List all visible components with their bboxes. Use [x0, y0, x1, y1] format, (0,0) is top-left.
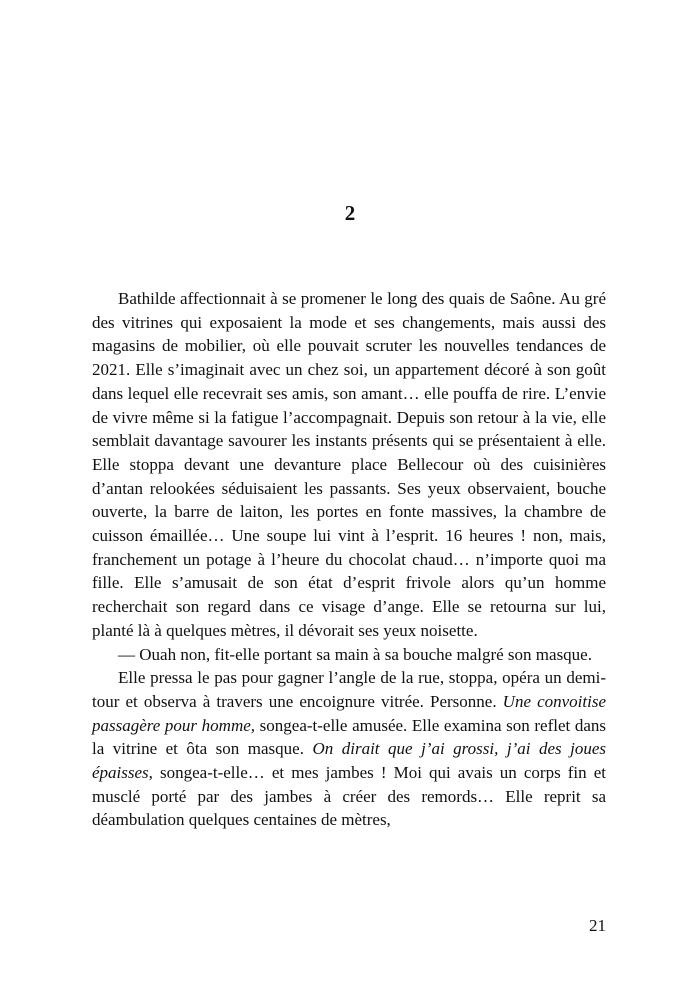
- paragraph-3-text: songea-t-elle amusée. Elle examina son reflet dans la vitrine et ôta son masque.: [92, 715, 607, 759]
- paragraph-3: [92, 666, 606, 832]
- paragraph-3-text: , songea-t-elle… et mes jambes ! Moi qui avais un corps fin et musclé porté par des jambes à créer des remords… Elle reprit sa déambulation quelques centaines de mètres,: [92, 763, 606, 830]
- paragraph-2-text: — Ouah non, fit-elle portant sa main à sa bouche malgré son masque.: [118, 644, 592, 664]
- italic-thought: Une convoitise passagère pour homme,: [92, 691, 606, 735]
- italic-thought: On dirait que j’ai grossi, j’ai des joues épaisses: [92, 739, 607, 783]
- body-text: [92, 287, 606, 832]
- page-number: 21: [589, 916, 606, 935]
- paragraph-3-text: Elle pressa le pas pour gagner l’angle de la rue, stoppa, opéra un demi-tour et observa à travers une encoignure vitrée. Personne.: [92, 668, 606, 711]
- paragraph-1: [92, 287, 606, 643]
- chapter-number: 2: [344, 201, 356, 225]
- paragraph-2-dialogue: [92, 643, 606, 667]
- paragraph-1-text: Bathilde affectionnait à se promener le long des quais de Saône. Au gré des vitrines qui exposaient la mode et ses changements, mais aussi des magasins de mobilier, où elle pouvait scruter les nouvelles tendances de 2021. Elle s’imaginait avec un chez soi, un appartement décoré à son goût dans lequel elle recevrait ses amis, son amant… elle pouffa de rire. L’envie de vivre même si la fatigue l’accompagnait. Depuis son retour à la vie, elle semblait davantage savourer les instants présents qui se présentaient à elle. Elle stoppa devant une devanture place Bellecour où des cuisinières d’antan relookées séduisaient les passants. Ses yeux observaient, bouche ouverte, la barre de laiton, les portes en fonte massives, la chambre de cuisson émaillée… Une soupe lui vint à l’esprit. 16 heures ! non, mais, franchement un potage à l’heure du chocolat chaud… n’importe quoi ma fille. Elle s’amusait de son état d’esprit frivole alors qu’un homme recherchait son regard dans ce visage d’ange. Elle se retourna sur lui, planté là à quelques mètres, il dévorait ses yeux noisette.: [92, 289, 606, 640]
